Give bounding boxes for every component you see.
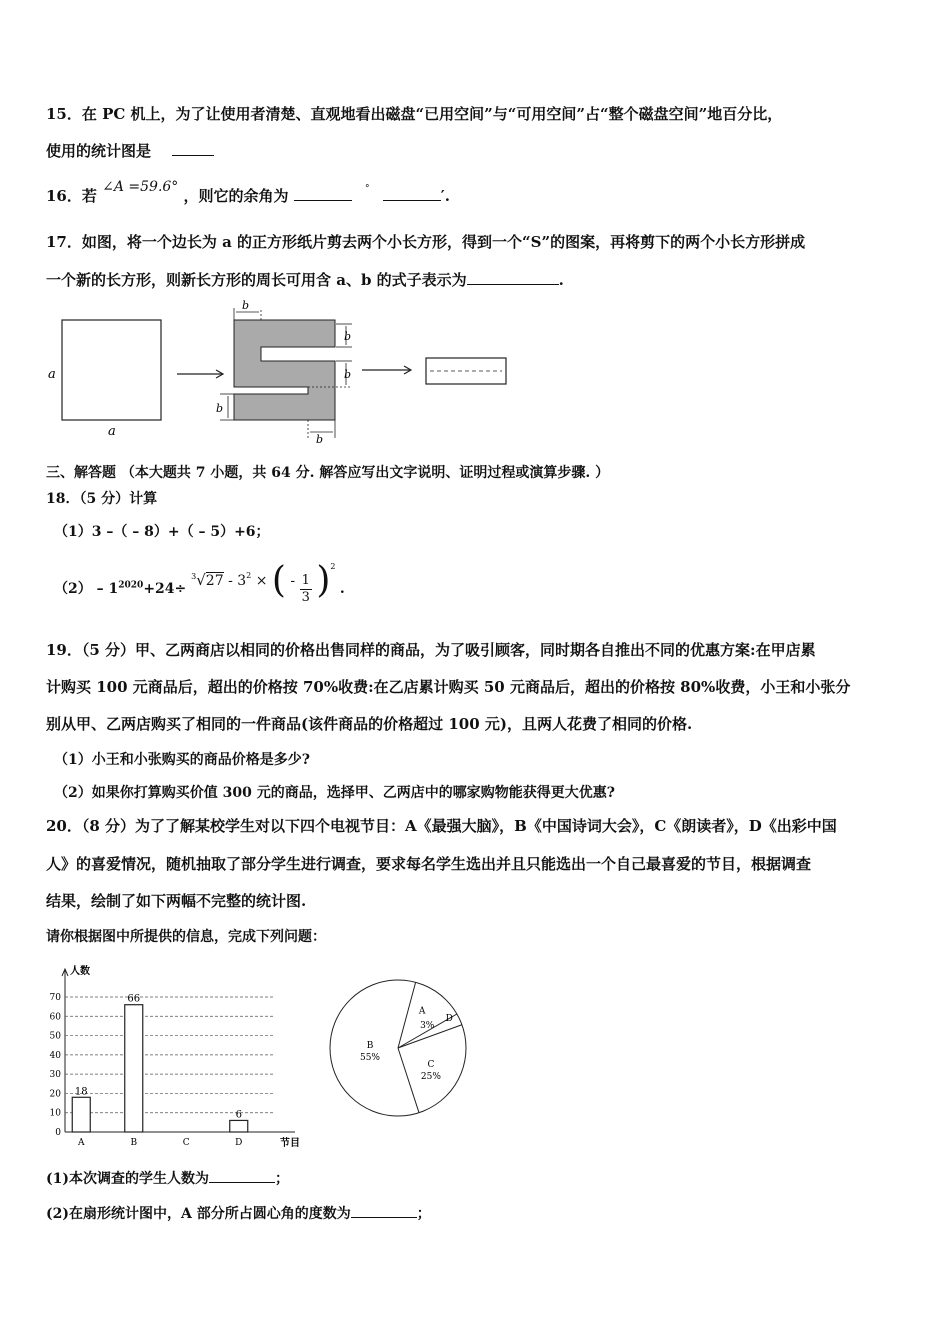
numerator: 1 [301,572,310,588]
left-paren: ( [271,560,286,601]
label-b-left: b [216,402,224,415]
q19-line3: 别从甲、乙两店购买了相同的一件商品(该件商品的价格超过 100 元)，且两人花费了相同的价格. [46,715,693,733]
bar [125,1005,143,1132]
x-tick-label: A [78,1138,85,1148]
q17-line1: 17．如图，将一个边长为 a 的正方形纸片剪去两个小长方形，得到一个“S”的图案，再将剪下的两个小长方形拼成 [46,233,806,251]
fraction [300,573,312,606]
q18-part2 [54,560,345,612]
x-tick-label: B [130,1138,138,1148]
q16-angle-expr: ∠A =59.6° [102,179,179,195]
q16-minute-sign: ′. [440,187,450,205]
q20-line1: 20．（8 分）为了了解某校学生对以下四个电视节目：A《最强大脑》，B《中国诗词大会》，C《朗读者》，D《出彩中国 [46,817,837,835]
y-tick-label: 20 [49,1089,61,1100]
y-axis-label: 人数 [70,966,90,977]
q20-p1-end: ； [275,1171,289,1187]
q16-degree-blank[interactable] [294,186,352,201]
q15-answer-blank[interactable] [172,141,214,156]
y-tick-label: 30 [49,1070,61,1081]
pie-chart [320,970,480,1130]
q15-line2 [46,141,214,161]
x-axis-label: 节目 [280,1138,300,1149]
slice-percent-c: 25% [420,1072,441,1082]
q20-part2 [46,1203,431,1224]
q18-p2-c: - 3 [228,573,247,589]
x-tick-label: C [182,1138,190,1148]
bar-value-label: 66 [127,993,141,1005]
slice-label-d: D [445,1013,453,1024]
q20-p1-blank[interactable] [209,1168,275,1183]
square-shape [62,320,161,420]
q18-p2-a: – 1 [96,581,119,597]
y-tick-label: 40 [49,1050,61,1061]
y-tick-label: 10 [49,1108,61,1119]
bar-value-label: 18 [74,1086,88,1098]
q16-line [46,179,450,209]
q20-line2: 人》的喜爱情况，随机抽取了部分学生进行调查，要求每名学生选出并且只能选出一个自己最喜爱的节目，根据调查 [46,855,812,873]
bar-value-label: 6 [235,1109,242,1121]
q18-p2-c-exp: 2 [246,571,252,580]
bar [230,1120,248,1132]
q18-p2-end: . [339,581,345,597]
label-b-bottom: b [316,433,324,446]
s-shape [234,320,335,420]
y-tick-label: 60 [49,1012,61,1023]
q20-part1 [46,1168,289,1189]
times-sign: × [255,573,268,589]
q19-line1: 19．（5 分）甲、乙两商店以相同的价格出售同样的商品，为了吸引顾客，同时期各自推出不同的优惠方案:在甲店累 [46,641,816,659]
y-tick-label: 70 [49,993,61,1003]
label-a-left: a [48,367,56,382]
q16-prefix: 16．若 [46,187,97,205]
q18-p2-exp: 2020 [118,580,144,591]
y-tick-label: 50 [49,1031,61,1042]
right-paren: ) [316,560,331,601]
q18-part1: （1）3 –（ – 8）+（ – 5）+6； [54,524,270,540]
q16-minute-blank[interactable] [383,186,441,201]
q16-suffix: ，则它的余角为 [183,187,289,205]
slice-label-c: C [427,1060,435,1070]
y-tick-label: 0 [55,1128,61,1138]
q17-period: . [558,271,564,289]
frac-sign: - [290,573,296,589]
section-3-heading: 三、解答题 （本大题共 7 小题，共 64 分. 解答应写出文字说明、证明过程或演算步骤. ） [46,465,610,481]
radicand: 27 [205,573,224,589]
q19-part2: （2）如果你打算购买价值 300 元的商品，选择甲、乙两店中的哪家购物能获得更大优惠? [54,785,615,801]
q17-text: 一个新的长方形，则新长方形的周长可用含 a、b 的式子表示为 [46,271,467,289]
q18-p2-label: （2） [54,581,92,597]
denominator: 3 [301,589,310,605]
q20-p2-blank[interactable] [351,1203,417,1218]
q19-part1: （1）小王和小张购买的商品价格是多少? [54,752,310,768]
q15-text: 使用的统计图是 [46,142,152,160]
q16-degree-sign: ° [365,184,370,194]
q20-p1-text: (1)本次调查的学生人数为 [46,1171,209,1187]
q17-line2 [46,270,564,290]
q20-line3: 结果，绘制了如下两幅不完整的统计图. [46,892,307,910]
q15-line1: 15．在 PC 机上，为了让使用者清楚、直观地看出磁盘“已用空间”与“可用空间”占“整个磁盘空间”地百分比， [46,105,783,123]
q17-answer-blank[interactable] [467,270,559,285]
q20-p2-end: ； [416,1206,431,1222]
root-index: 3 [191,572,197,581]
q20-p2-text: (2)在扇形统计图中，A 部分所占圆心角的度数为 [46,1206,351,1222]
slice-percent-d: 3% [420,1020,435,1031]
paren-exp: 2 [330,562,336,571]
q18-p2-expression: $^3√27 - 3^2$ × ( - $\frac{1}{3}$ )$^2$ [191,560,336,605]
q18-p2-b: +24÷ [143,581,187,597]
bar [72,1097,90,1132]
bar-chart [40,960,310,1155]
slice-percent-b: 55% [359,1053,381,1063]
x-tick-label: D [235,1138,243,1148]
q19-line2: 计购买 100 元商品后，超出的价格按 70%收费:在乙店累计购买 50 元商品后，超出的价格按 80%收费，小王和小张分 [46,678,851,696]
label-b-top: b [242,300,250,312]
q17-figure [40,300,520,450]
q20-line4: 请你根据图中所提供的信息，完成下列问题： [46,929,326,945]
slice-label-a: A [418,1006,426,1017]
label-a-bottom: a [108,424,116,439]
q18-title: 18．（5 分）计算 [46,491,158,507]
slice-label-b: B [366,1041,374,1051]
label-b-right-1: b [344,330,352,343]
label-b-right-2: b [344,368,352,381]
